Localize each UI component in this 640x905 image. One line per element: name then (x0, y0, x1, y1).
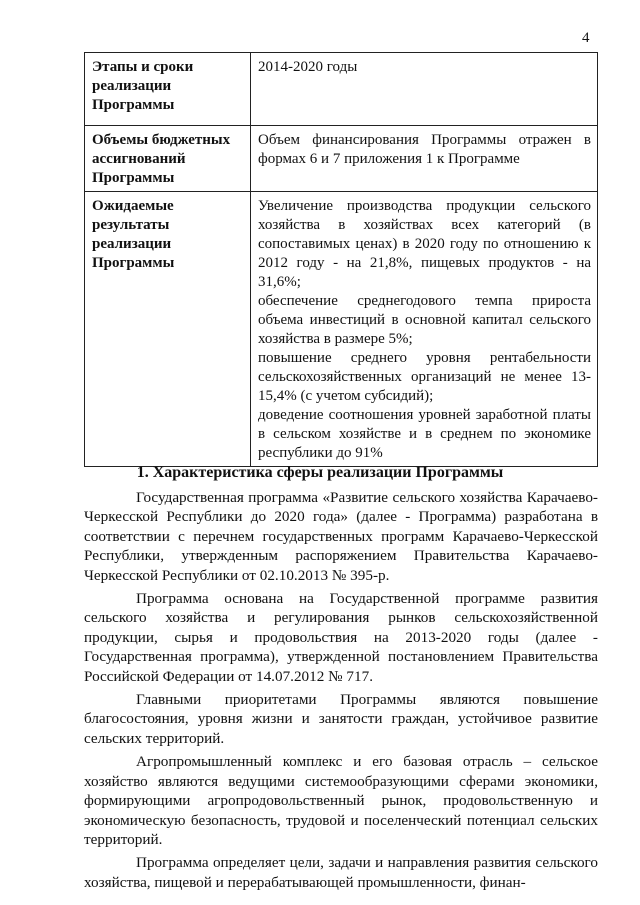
value-line: 2014-2020 годы (258, 59, 358, 75)
row-value-stages (251, 53, 598, 126)
row-label-stages: Этапы и сроки реализации Программы (85, 53, 251, 126)
paragraph: Главными приоритетами Программы являются повышение благосостояния, уровня жизни и занятости граждан, устойчивое развитие сельских территорий. (84, 691, 598, 747)
row-label-expected-results: Ожидаемые результаты реализации Программы (85, 192, 251, 467)
row-value-budget (251, 126, 598, 192)
paragraph: Агропромышленный комплекс и его базовая отрасль – сельское хозяйство являются ведущими системообразующими сферами экономики, формирующими агропродовольственный рынок, продовольственную и экономическую безопасность, трудовой и поселенческий потенциал сельских территорий. (84, 753, 598, 848)
value-line: Увеличение производства продукции сельского хозяйства в хозяйствах всех категорий (в сопоставимых ценах) в 2020 году по отношению к 2012 году - на 21,8%, пищевых продуктов - на 31,6%; (258, 198, 591, 290)
table-row (85, 53, 598, 126)
value-line: доведение соотношения уровней заработной платы в сельском хозяйстве и в среднем по экономике республики до 91% (258, 407, 591, 461)
table-row (85, 192, 598, 467)
table-row (85, 126, 598, 192)
section-heading: 1. Характеристика сферы реализации Программы (136, 464, 504, 481)
row-label-budget: Объемы бюджетных ассигнований Программы (85, 126, 251, 192)
value-line: повышение среднего уровня рентабельности сельскохозяйственных организаций не менее 13-15,4% (с учетом субсидий); (258, 350, 591, 404)
program-passport-table (84, 52, 598, 467)
value-line: Объем финансирования Программы отражен в формах 6 и 7 приложения 1 к Программе (258, 132, 591, 167)
paragraph: Программа основана на Государственной программе развития сельского хозяйства и регулирования рынков сельскохозяйственной продукции, сырья и продовольствия на 2013-2020 годы (далее - Государственная программа), утвержденной постановлением Правительства Российской Федерации от 14.07.2012 № 717. (84, 590, 598, 685)
row-value-expected-results (251, 192, 598, 467)
paragraph: Программа определяет цели, задачи и направления развития сельского хозяйства, пищевой и перерабатывающей промышленности, финан- (84, 854, 598, 891)
section-body (84, 488, 598, 896)
paragraph: Государственная программа «Развитие сельского хозяйства Карачаево-Черкесской Республики до 2020 года» (далее - Программа) разработана в соответствии с перечнем государственных программ Карачаево-Черкесской Республики, утвержденным распоряжением Правительства Карачаево-Черкесской Республики от 02.10.2013 № 395-р. (84, 489, 598, 584)
page-number: 4 (582, 30, 590, 46)
value-line: обеспечение среднегодового темпа прироста объема инвестиций в основной капитал сельского хозяйства в размере 5%; (258, 293, 591, 347)
